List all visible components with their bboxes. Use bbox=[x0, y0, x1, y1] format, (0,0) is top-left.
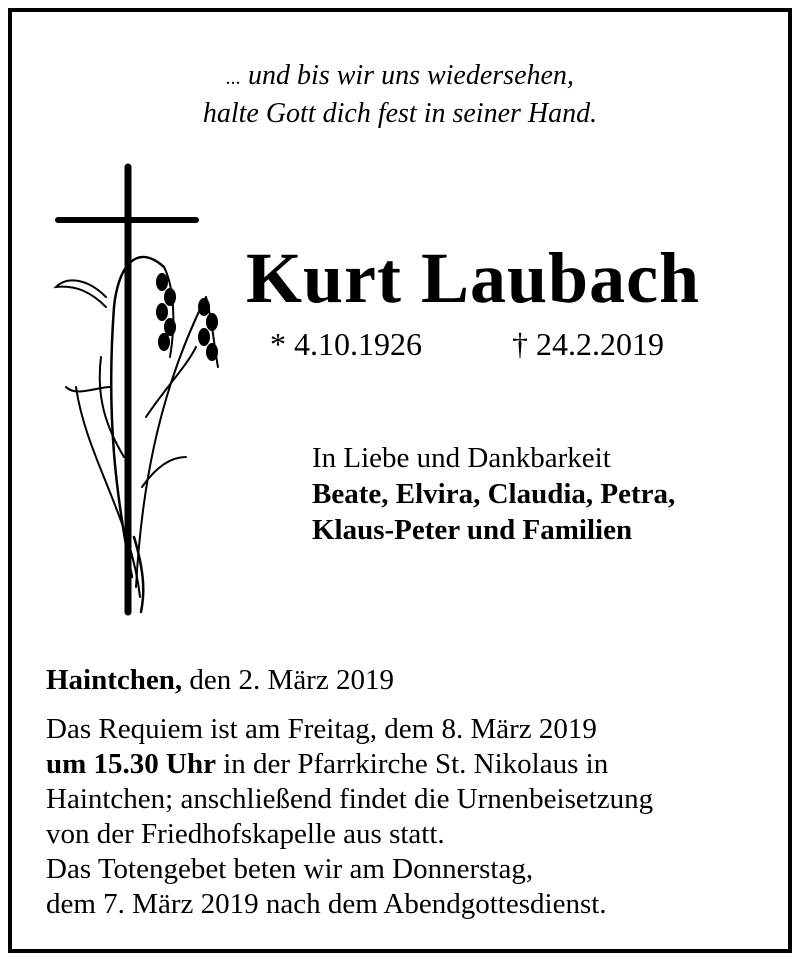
mourners-intro: In Liebe und Dankbarkeit bbox=[312, 442, 611, 474]
place-date bbox=[46, 662, 394, 698]
service-time: um 15.30 Uhr bbox=[46, 748, 216, 780]
obituary-frame bbox=[8, 8, 792, 953]
verse-ellipsis: ... bbox=[226, 67, 242, 89]
death-date: † 24.2.2019 bbox=[512, 326, 664, 362]
details-line-2-text: in der Pfarrkirche St. Nikolaus in bbox=[223, 748, 609, 780]
birth-date: * 4.10.1926 bbox=[270, 326, 422, 362]
details-line-3: Haintchen; anschließend findet die Urnenbeisetzung bbox=[46, 783, 654, 815]
date: den 2. März 2019 bbox=[189, 664, 394, 696]
details-line-6: dem 7. März 2019 nach dem Abendgottesdienst. bbox=[46, 888, 607, 920]
verse-line-1 bbox=[12, 58, 788, 96]
cross-with-wheat-icon bbox=[46, 157, 226, 617]
mourners-line-2: Klaus-Peter und Familien bbox=[312, 514, 633, 546]
verse-line-1-text: und bis wir uns wiedersehen, bbox=[248, 60, 574, 91]
mourners bbox=[312, 440, 675, 548]
verse-line-2: halte Gott dich fest in seiner Hand. bbox=[202, 98, 598, 129]
deceased-name: Kurt Laubach bbox=[246, 238, 701, 318]
details-line-1: Das Requiem ist am Freitag, dem 8. März 2019 bbox=[46, 713, 597, 745]
verse bbox=[12, 58, 788, 131]
details-line-4: von der Friedhofskapelle aus statt. bbox=[46, 818, 445, 850]
service-details bbox=[46, 712, 766, 922]
details-line-5: Das Totengebet beten wir am Donnerstag, bbox=[46, 853, 534, 885]
mourners-line-1: Beate, Elvira, Claudia, Petra, bbox=[312, 478, 676, 510]
place: Haintchen, bbox=[46, 664, 183, 696]
details-line-2 bbox=[46, 747, 766, 782]
